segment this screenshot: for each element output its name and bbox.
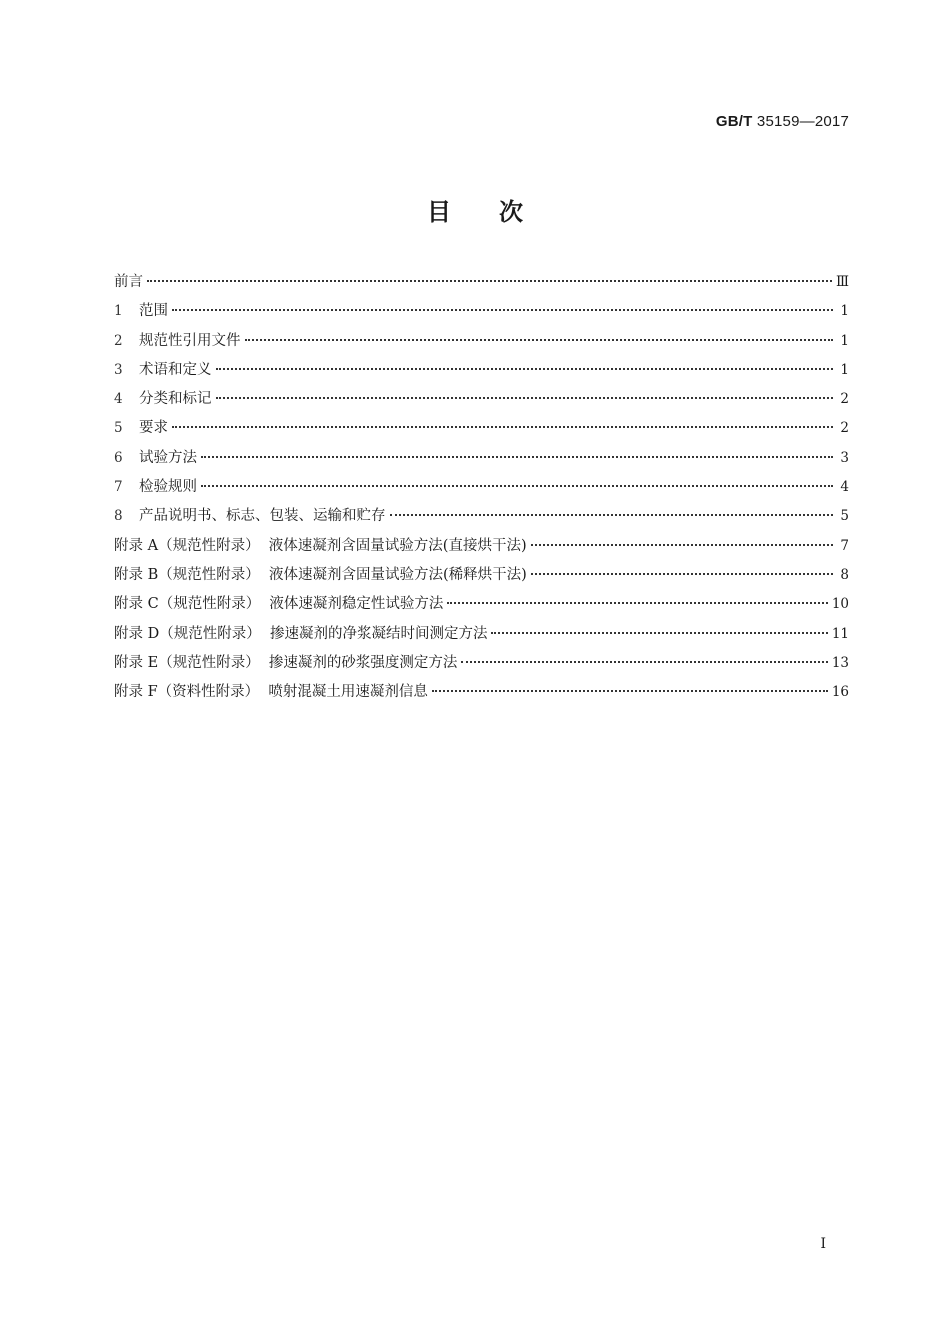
toc-entry[interactable] <box>114 622 849 651</box>
toc-entry-page: 16 <box>831 684 849 701</box>
toc-dot-leader <box>201 485 833 487</box>
toc-entry-number: 6 <box>114 449 123 466</box>
toc-entry-number: 2 <box>114 332 123 349</box>
standard-code <box>716 113 849 130</box>
toc-dot-leader <box>390 514 834 516</box>
toc-entry-label: 范围 <box>139 303 168 320</box>
toc-entry-label: 产品说明书、标志、包装、运输和贮存 <box>139 508 386 525</box>
page-title: 目次 <box>427 198 571 226</box>
toc-entry-page: 3 <box>840 449 849 466</box>
toc-entry-page: 11 <box>831 625 849 642</box>
toc-entry-page: 1 <box>840 332 849 349</box>
toc-dot-leader <box>147 280 832 282</box>
toc-dot-leader <box>461 661 827 663</box>
toc-entry-label: 检验规则 <box>139 479 197 496</box>
toc-entry[interactable] <box>114 270 849 299</box>
toc-entry-page: Ⅲ <box>835 274 849 290</box>
footer-page-number: Ⅰ <box>820 1236 826 1252</box>
toc-entry[interactable] <box>114 299 849 328</box>
toc-entry-page: 1 <box>840 303 849 320</box>
toc-entry-label: 附录 C（规范性附录） 液体速凝剂稳定性试验方法 <box>114 596 444 613</box>
toc-entry-page: 5 <box>840 508 849 525</box>
toc-entry-page: 4 <box>840 479 849 496</box>
toc-entry[interactable] <box>114 651 849 680</box>
toc-entry-page: 1 <box>840 361 849 378</box>
toc-entry-label: 附录 E（规范性附录） 掺速凝剂的砂浆强度测定方法 <box>114 654 458 671</box>
toc-entry-label: 前言 <box>114 274 143 290</box>
toc-dot-leader <box>172 309 833 311</box>
toc-dot-leader <box>531 573 833 575</box>
toc-dot-leader <box>216 368 834 370</box>
toc-entry-label: 附录 F（资料性附录） 喷射混凝土用速凝剂信息 <box>114 684 428 701</box>
standard-number: 35159—2017 <box>752 113 849 130</box>
toc-entry[interactable] <box>114 387 849 416</box>
toc-entry-label: 规范性引用文件 <box>139 332 241 349</box>
toc-entry-label: 分类和标记 <box>139 391 212 408</box>
toc-dot-leader <box>216 397 834 399</box>
toc-dot-leader <box>245 339 834 341</box>
toc-dot-leader <box>172 426 833 428</box>
toc-entry-label: 术语和定义 <box>139 361 212 378</box>
toc-entry-label: 附录 B（规范性附录） 液体速凝剂含固量试验方法(稀释烘干法) <box>114 566 527 583</box>
toc-entry[interactable] <box>114 416 849 445</box>
toc-entry-number: 5 <box>114 420 123 437</box>
toc-dot-leader <box>531 544 833 546</box>
toc-dot-leader <box>491 632 827 634</box>
toc-entry-number: 1 <box>114 303 123 320</box>
toc-entry-number: 7 <box>114 479 123 496</box>
toc-entry-number: 3 <box>114 361 123 378</box>
toc-entry[interactable] <box>114 563 849 592</box>
toc-entry[interactable] <box>114 592 849 621</box>
toc-entry-page: 2 <box>840 391 849 408</box>
toc-entry[interactable] <box>114 358 849 387</box>
toc-dot-leader <box>432 690 828 692</box>
toc-dot-leader <box>447 602 827 604</box>
toc-entry-label: 附录 D（规范性附录） 掺速凝剂的净浆凝结时间测定方法 <box>114 625 488 642</box>
table-of-contents <box>114 270 849 709</box>
toc-entry-page: 7 <box>840 537 849 554</box>
toc-entry[interactable] <box>114 680 849 709</box>
toc-entry[interactable] <box>114 329 849 358</box>
toc-entry-label: 要求 <box>139 420 168 437</box>
toc-entry-page: 2 <box>840 420 849 437</box>
toc-entry-page: 13 <box>831 654 849 671</box>
toc-entry-page: 10 <box>831 596 849 613</box>
toc-entry[interactable] <box>114 504 849 533</box>
toc-entry-label: 试验方法 <box>139 449 197 466</box>
toc-entry-number: 8 <box>114 508 123 525</box>
toc-entry[interactable] <box>114 475 849 504</box>
toc-entry-page: 8 <box>840 566 849 583</box>
toc-dot-leader <box>201 456 833 458</box>
toc-entry-number: 4 <box>114 391 123 408</box>
toc-entry[interactable] <box>114 446 849 475</box>
toc-entry-label: 附录 A（规范性附录） 液体速凝剂含固量试验方法(直接烘干法) <box>114 537 527 554</box>
toc-entry[interactable] <box>114 534 849 563</box>
standard-prefix: GB/T <box>715 113 753 130</box>
